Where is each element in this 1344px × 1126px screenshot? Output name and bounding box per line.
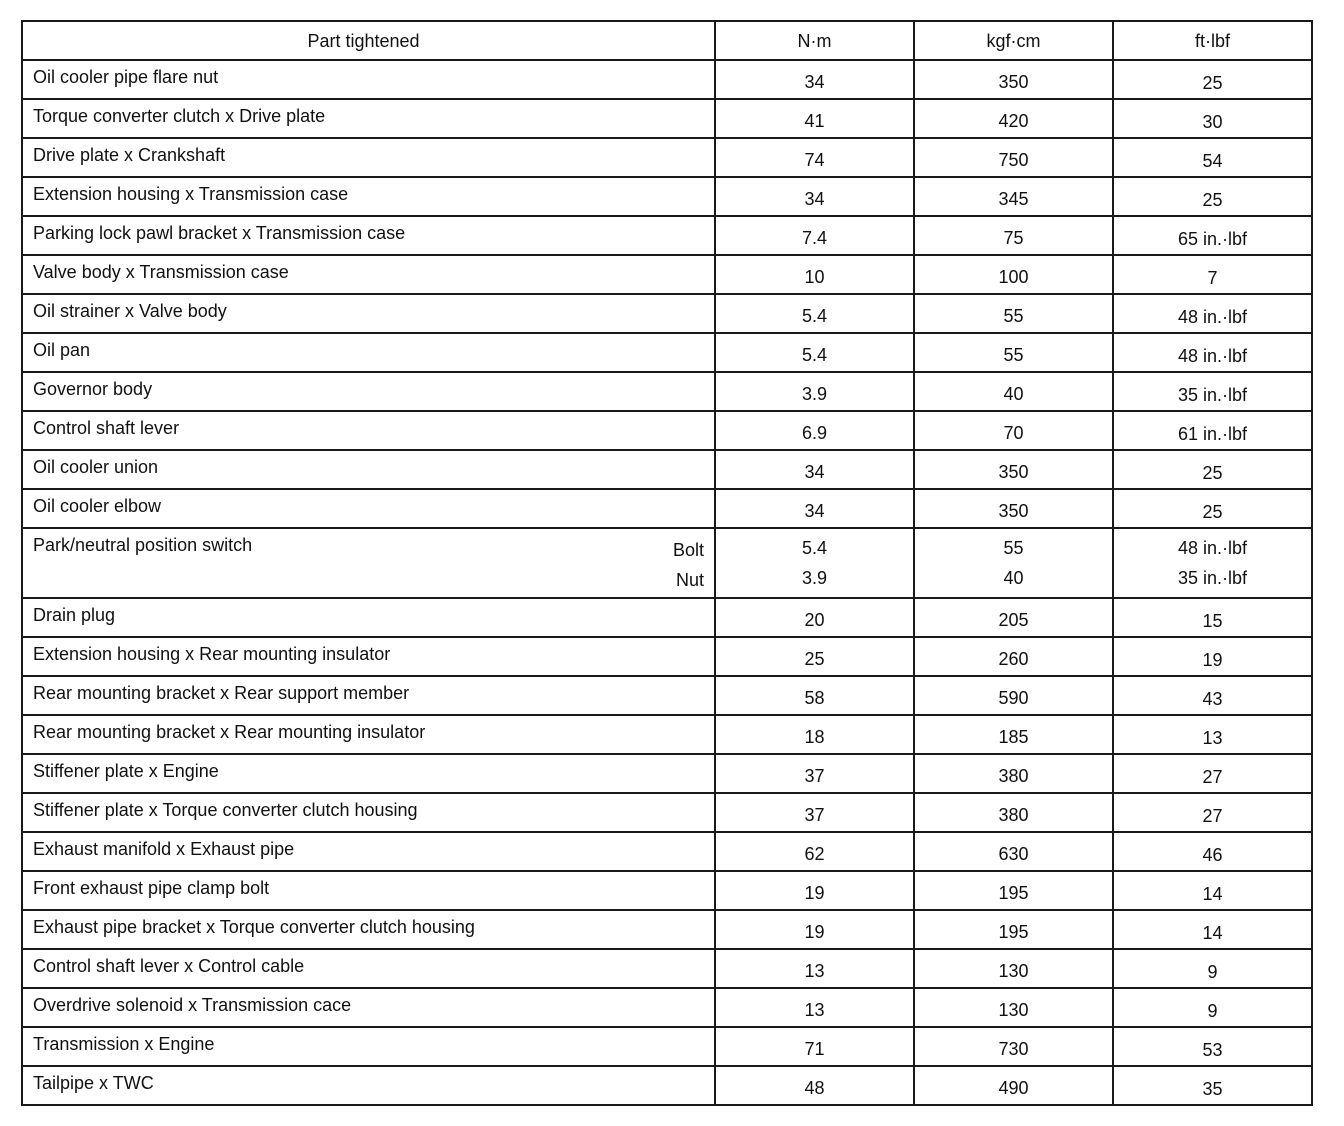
part-cell: Torque converter clutch x Drive plate: [22, 99, 715, 138]
kgf-cell: 55: [914, 294, 1113, 333]
fastener-labels: [673, 535, 714, 595]
ft-cell: 65 in.·lbf: [1113, 216, 1312, 255]
kgf-cell: 345: [914, 177, 1113, 216]
kgf-cell: 750: [914, 138, 1113, 177]
part-cell: Control shaft lever x Control cable: [22, 949, 715, 988]
table-row: [22, 637, 1312, 676]
table-row: [22, 598, 1312, 637]
ft-cell: 48 in.·lbf: [1113, 294, 1312, 333]
kgf-cell: 730: [914, 1027, 1113, 1066]
table-row: [22, 754, 1312, 793]
table-row: [22, 988, 1312, 1027]
ft-cell: 9: [1113, 988, 1312, 1027]
ft-cell: 19: [1113, 637, 1312, 676]
table-row: [22, 216, 1312, 255]
table-row: [22, 333, 1312, 372]
nm-cell: 19: [715, 910, 914, 949]
kgf-cell: 630: [914, 832, 1113, 871]
kgf-cell: 130: [914, 988, 1113, 1027]
table-row: [22, 255, 1312, 294]
nm-cell: 34: [715, 450, 914, 489]
table-row: [22, 871, 1312, 910]
table-row-split: [22, 528, 1312, 598]
part-cell: Overdrive solenoid x Transmission cace: [22, 988, 715, 1027]
table-row: [22, 910, 1312, 949]
ft-cell: 25: [1113, 177, 1312, 216]
table-row: [22, 294, 1312, 333]
kgf-cell-split: [914, 528, 1113, 598]
table-row: [22, 676, 1312, 715]
nm-cell: 48: [715, 1066, 914, 1105]
kgf-cell: 380: [914, 754, 1113, 793]
nm-cell: 5.4: [715, 333, 914, 372]
kgf-cell: 75: [914, 216, 1113, 255]
nm-cell: 34: [715, 177, 914, 216]
header-ft-lbf: ft·lbf: [1113, 21, 1312, 60]
nm-cell: 18: [715, 715, 914, 754]
nm-cell: 5.4: [715, 294, 914, 333]
kgf-cell: 490: [914, 1066, 1113, 1105]
part-cell: Oil cooler elbow: [22, 489, 715, 528]
nm-cell: 58: [715, 676, 914, 715]
nm-cell: 20: [715, 598, 914, 637]
ft-cell: 61 in.·lbf: [1113, 411, 1312, 450]
nm-cell: 74: [715, 138, 914, 177]
ft-cell: 25: [1113, 489, 1312, 528]
nut-kgf: 40: [1003, 568, 1024, 588]
part-cell: Governor body: [22, 372, 715, 411]
part-cell: Tailpipe x TWC: [22, 1066, 715, 1105]
ft-cell: 13: [1113, 715, 1312, 754]
kgf-cell: 205: [914, 598, 1113, 637]
nm-cell: 13: [715, 988, 914, 1027]
part-cell: Stiffener plate x Engine: [22, 754, 715, 793]
nm-cell: 25: [715, 637, 914, 676]
kgf-cell: 100: [914, 255, 1113, 294]
table-row: [22, 411, 1312, 450]
part-cell: Drive plate x Crankshaft: [22, 138, 715, 177]
nut-label: Nut: [675, 570, 704, 590]
nm-cell: 10: [715, 255, 914, 294]
kgf-cell: 195: [914, 910, 1113, 949]
part-cell: Control shaft lever: [22, 411, 715, 450]
table-row: [22, 138, 1312, 177]
kgf-cell: 420: [914, 99, 1113, 138]
ft-cell: 9: [1113, 949, 1312, 988]
part-cell: Extension housing x Rear mounting insulator: [22, 637, 715, 676]
part-cell: Oil cooler pipe flare nut: [22, 60, 715, 99]
table-row: [22, 832, 1312, 871]
ft-cell: 30: [1113, 99, 1312, 138]
part-cell: Valve body x Transmission case: [22, 255, 715, 294]
header-nm: N·m: [715, 21, 914, 60]
nm-cell: 62: [715, 832, 914, 871]
table-row: [22, 715, 1312, 754]
nm-cell: 19: [715, 871, 914, 910]
nm-cell: 6.9: [715, 411, 914, 450]
part-cell-split: [22, 528, 715, 598]
header-kgf-cm: kgf·cm: [914, 21, 1113, 60]
ft-cell-split: [1113, 528, 1312, 598]
nm-cell: 37: [715, 793, 914, 832]
ft-cell: 27: [1113, 793, 1312, 832]
nm-cell-split: [715, 528, 914, 598]
nm-cell: 34: [715, 489, 914, 528]
kgf-cell: 185: [914, 715, 1113, 754]
bolt-label: Bolt: [672, 540, 704, 560]
ft-cell: 7: [1113, 255, 1312, 294]
header-part-tightened: Part tightened: [22, 21, 715, 60]
nm-cell: 37: [715, 754, 914, 793]
nm-cell: 41: [715, 99, 914, 138]
part-cell: Transmission x Engine: [22, 1027, 715, 1066]
part-cell: Front exhaust pipe clamp bolt: [22, 871, 715, 910]
bolt-nm: 5.4: [801, 538, 828, 558]
kgf-cell: 70: [914, 411, 1113, 450]
kgf-cell: 130: [914, 949, 1113, 988]
part-cell: Exhaust manifold x Exhaust pipe: [22, 832, 715, 871]
table-row: [22, 60, 1312, 99]
table-header-row: [22, 21, 1312, 60]
part-cell: Extension housing x Transmission case: [22, 177, 715, 216]
ft-cell: 14: [1113, 910, 1312, 949]
part-name: Park/neutral position switch: [33, 535, 253, 555]
part-cell: Oil pan: [22, 333, 715, 372]
nm-cell: 34: [715, 60, 914, 99]
part-cell: Stiffener plate x Torque converter clutch housing: [22, 793, 715, 832]
ft-cell: 25: [1113, 450, 1312, 489]
table-row: [22, 450, 1312, 489]
ft-cell: 15: [1113, 598, 1312, 637]
part-cell: Rear mounting bracket x Rear mounting insulator: [22, 715, 715, 754]
ft-cell: 25: [1113, 60, 1312, 99]
table-row: [22, 793, 1312, 832]
nut-nm: 3.9: [801, 568, 828, 588]
nm-cell: 7.4: [715, 216, 914, 255]
bolt-kgf: 55: [1003, 538, 1024, 558]
table-row: [22, 1027, 1312, 1066]
kgf-cell: 350: [914, 489, 1113, 528]
ft-cell: 53: [1113, 1027, 1312, 1066]
nm-cell: 71: [715, 1027, 914, 1066]
ft-cell: 54: [1113, 138, 1312, 177]
kgf-cell: 260: [914, 637, 1113, 676]
kgf-cell: 350: [914, 450, 1113, 489]
kgf-cell: 350: [914, 60, 1113, 99]
part-cell: Parking lock pawl bracket x Transmission case: [22, 216, 715, 255]
kgf-cell: 195: [914, 871, 1113, 910]
table-row: [22, 177, 1312, 216]
bolt-ft: 48 in.·lbf: [1177, 538, 1248, 558]
ft-cell: 35: [1113, 1066, 1312, 1105]
nm-cell: 13: [715, 949, 914, 988]
torque-spec-table: [21, 20, 1313, 1106]
ft-cell: 48 in.·lbf: [1113, 333, 1312, 372]
part-cell: Exhaust pipe bracket x Torque converter clutch housing: [22, 910, 715, 949]
nm-cell: 3.9: [715, 372, 914, 411]
part-cell: Oil strainer x Valve body: [22, 294, 715, 333]
table-row: [22, 372, 1312, 411]
table-row: [22, 949, 1312, 988]
kgf-cell: 380: [914, 793, 1113, 832]
table-row: [22, 489, 1312, 528]
kgf-cell: 590: [914, 676, 1113, 715]
table-row: [22, 1066, 1312, 1105]
ft-cell: 46: [1113, 832, 1312, 871]
part-cell: Drain plug: [22, 598, 715, 637]
part-cell: Rear mounting bracket x Rear support member: [22, 676, 715, 715]
nut-ft: 35 in.·lbf: [1177, 568, 1248, 588]
table-row: [22, 99, 1312, 138]
ft-cell: 35 in.·lbf: [1113, 372, 1312, 411]
ft-cell: 43: [1113, 676, 1312, 715]
part-cell: Oil cooler union: [22, 450, 715, 489]
kgf-cell: 40: [914, 372, 1113, 411]
kgf-cell: 55: [914, 333, 1113, 372]
ft-cell: 14: [1113, 871, 1312, 910]
ft-cell: 27: [1113, 754, 1312, 793]
